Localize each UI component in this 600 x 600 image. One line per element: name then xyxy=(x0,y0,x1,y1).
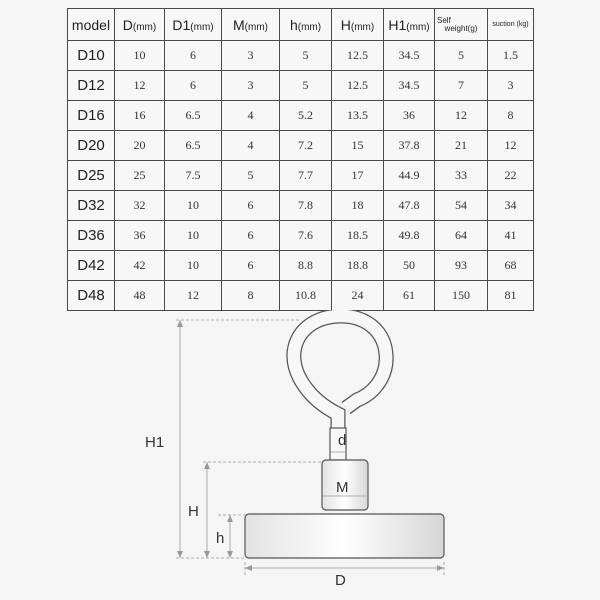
cell-h: 17 xyxy=(332,161,384,191)
cell-h1: 34.5 xyxy=(384,41,435,71)
cell-d1: 10 xyxy=(165,191,222,221)
cell-d1: 7.5 xyxy=(165,161,222,191)
cell-d1: 10 xyxy=(165,221,222,251)
table-header-row xyxy=(68,9,534,41)
cell-h: 24 xyxy=(332,281,384,311)
cell-weight: 33 xyxy=(435,161,488,191)
cell-d1: 6.5 xyxy=(165,131,222,161)
cell-suction: 3 xyxy=(488,71,534,101)
header-h: h(mm) xyxy=(280,9,332,41)
cell-model: D36 xyxy=(68,221,115,251)
cell-h: 18.5 xyxy=(332,221,384,251)
cell-m: 6 xyxy=(222,251,280,281)
cell-h1: 44.9 xyxy=(384,161,435,191)
cell-d1: 12 xyxy=(165,281,222,311)
cell-m: 8 xyxy=(222,281,280,311)
table-row xyxy=(68,131,534,161)
cell-m: 4 xyxy=(222,101,280,131)
cell-h1: 50 xyxy=(384,251,435,281)
header-model: model xyxy=(68,9,115,41)
cell-d: 16 xyxy=(115,101,165,131)
cell-d1: 6 xyxy=(165,71,222,101)
cell-d: 10 xyxy=(115,41,165,71)
table-row xyxy=(68,251,534,281)
cell-d: 36 xyxy=(115,221,165,251)
cell-suction: 12 xyxy=(488,131,534,161)
cell-d1: 10 xyxy=(165,251,222,281)
cell-suction: 34 xyxy=(488,191,534,221)
cell-model: D42 xyxy=(68,251,115,281)
header-M: M(mm) xyxy=(222,9,280,41)
cell-h: 7.2 xyxy=(280,131,332,161)
cell-h: 18 xyxy=(332,191,384,221)
cell-m: 4 xyxy=(222,131,280,161)
cell-suction: 41 xyxy=(488,221,534,251)
header-H1: H1(mm) xyxy=(384,9,435,41)
cell-weight: 21 xyxy=(435,131,488,161)
label-H1: H1 xyxy=(145,434,165,451)
header-D1: D1(mm) xyxy=(165,9,222,41)
header-D: D(mm) xyxy=(115,9,165,41)
cell-suction: 81 xyxy=(488,281,534,311)
header-H: H(mm) xyxy=(332,9,384,41)
cell-suction: 1.5 xyxy=(488,41,534,71)
cell-d: 20 xyxy=(115,131,165,161)
header-suction: suction (kg) xyxy=(488,9,534,41)
cell-h: 18.8 xyxy=(332,251,384,281)
label-d: d xyxy=(338,432,347,449)
hook-magnet-diagram xyxy=(0,310,600,600)
cell-h: 12.5 xyxy=(332,71,384,101)
cell-m: 6 xyxy=(222,191,280,221)
cell-h1: 36 xyxy=(384,101,435,131)
cell-h: 5 xyxy=(280,41,332,71)
cell-suction: 68 xyxy=(488,251,534,281)
cell-suction: 22 xyxy=(488,161,534,191)
table-row xyxy=(68,71,534,101)
cell-d: 42 xyxy=(115,251,165,281)
cell-h: 7.6 xyxy=(280,221,332,251)
cell-h: 7.8 xyxy=(280,191,332,221)
table-row xyxy=(68,101,534,131)
cell-h: 8.8 xyxy=(280,251,332,281)
cell-d: 12 xyxy=(115,71,165,101)
cell-model: D48 xyxy=(68,281,115,311)
label-D: D xyxy=(335,572,346,589)
table-row xyxy=(68,191,534,221)
cell-m: 3 xyxy=(222,41,280,71)
cell-model: D20 xyxy=(68,131,115,161)
header-self-weight: Self weight(g) xyxy=(435,9,488,41)
table-row xyxy=(68,161,534,191)
cell-model: D32 xyxy=(68,191,115,221)
cell-model: D10 xyxy=(68,41,115,71)
table-row xyxy=(68,281,534,311)
cell-h: 15 xyxy=(332,131,384,161)
table-body xyxy=(68,41,534,311)
cell-suction: 8 xyxy=(488,101,534,131)
table-row xyxy=(68,41,534,71)
cell-d1: 6 xyxy=(165,41,222,71)
cell-weight: 150 xyxy=(435,281,488,311)
cell-d: 48 xyxy=(115,281,165,311)
cell-h: 12.5 xyxy=(332,41,384,71)
cell-h: 5 xyxy=(280,71,332,101)
cell-m: 6 xyxy=(222,221,280,251)
cell-h: 10.8 xyxy=(280,281,332,311)
cell-weight: 54 xyxy=(435,191,488,221)
cell-h1: 34.5 xyxy=(384,71,435,101)
cell-h: 5.2 xyxy=(280,101,332,131)
cell-h: 7.7 xyxy=(280,161,332,191)
cell-weight: 93 xyxy=(435,251,488,281)
cell-weight: 12 xyxy=(435,101,488,131)
cell-h1: 37.8 xyxy=(384,131,435,161)
cell-model: D12 xyxy=(68,71,115,101)
label-M: M xyxy=(336,479,349,496)
label-H: H xyxy=(188,503,199,520)
cell-weight: 64 xyxy=(435,221,488,251)
cell-weight: 7 xyxy=(435,71,488,101)
cell-h1: 49.8 xyxy=(384,221,435,251)
cell-d1: 6.5 xyxy=(165,101,222,131)
cell-m: 5 xyxy=(222,161,280,191)
cell-model: D25 xyxy=(68,161,115,191)
cell-weight: 5 xyxy=(435,41,488,71)
cell-m: 3 xyxy=(222,71,280,101)
cell-h1: 61 xyxy=(384,281,435,311)
table-row xyxy=(68,221,534,251)
label-h: h xyxy=(216,530,225,547)
cell-model: D16 xyxy=(68,101,115,131)
cell-h1: 47.8 xyxy=(384,191,435,221)
spec-table xyxy=(67,8,534,311)
cell-h: 13.5 xyxy=(332,101,384,131)
cell-d: 32 xyxy=(115,191,165,221)
magnet-base xyxy=(245,514,444,558)
cell-d: 25 xyxy=(115,161,165,191)
